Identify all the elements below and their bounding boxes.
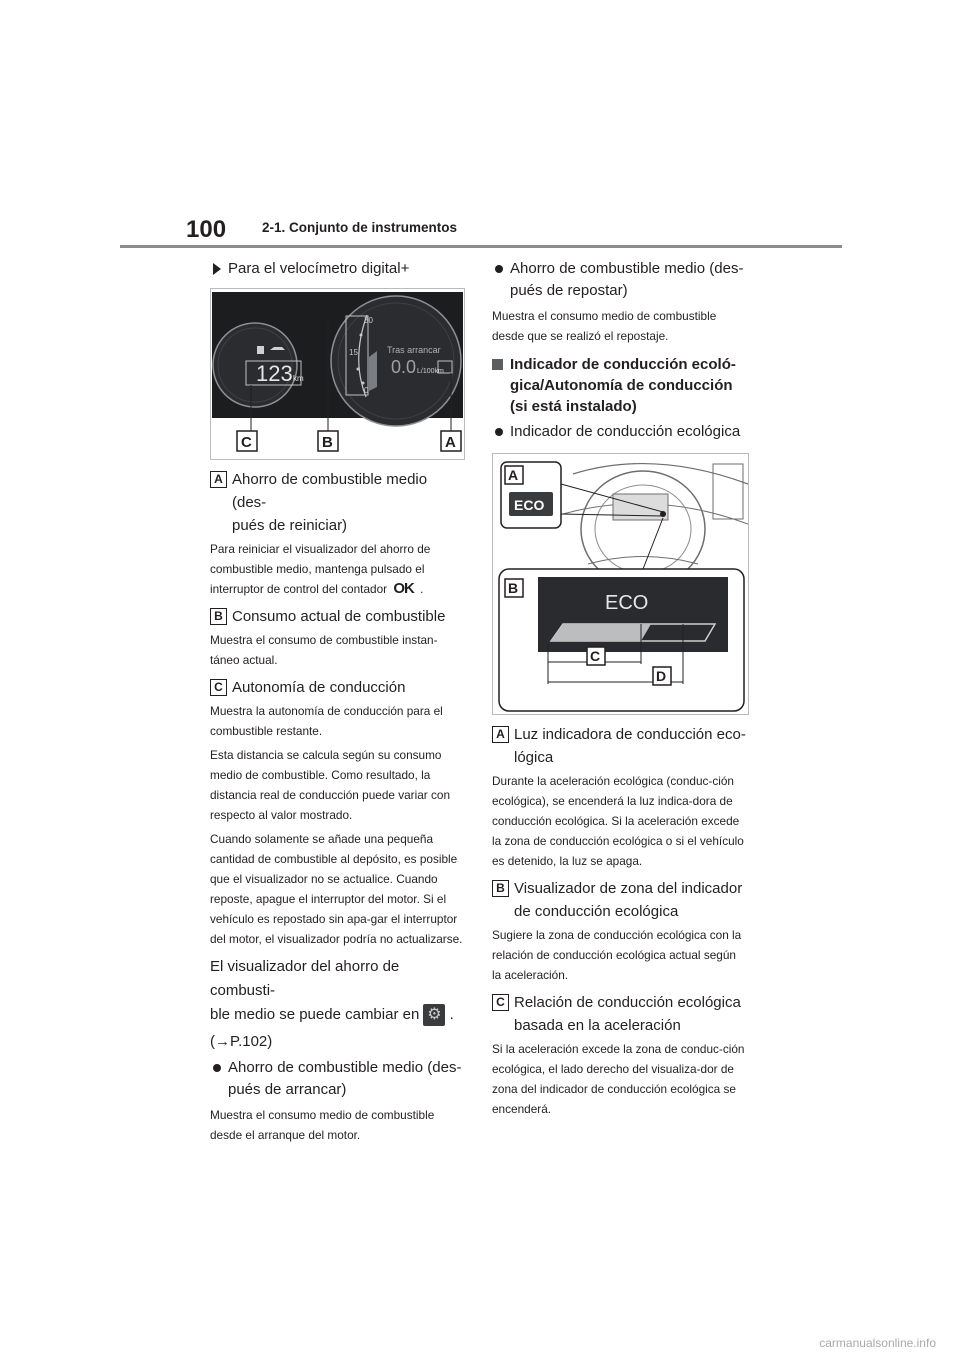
bullet-dot-icon <box>495 428 503 436</box>
item-b-desc: Muestra el consumo de combustible instan-táneo actual. <box>210 633 438 667</box>
instrument-cluster-figure <box>210 288 465 460</box>
bullet-after-start-desc: Muestra el consumo medio de combustible desde el arranque del motor. <box>210 1108 435 1142</box>
scale-mid: 15 <box>349 348 358 357</box>
r-item-a-title: A Luz indicadora de conducción eco- lógica <box>492 723 747 769</box>
fig2-callout-d: D <box>656 668 667 684</box>
bullet-dot-icon <box>213 1064 221 1072</box>
left-column <box>210 254 465 1149</box>
scale-bottom: 0 <box>364 386 369 395</box>
r-item-c-title: C Relación de conducción ecológica basada en la aceleración <box>492 991 747 1037</box>
section-title: 2-1. Conjunto de instrumentos <box>262 220 458 235</box>
eco-subheading: Indicador de conducción ecoló-gica/Autonomía de conducción (si está instalado) <box>492 354 747 417</box>
instrument-cluster-illustration <box>211 289 464 459</box>
label-b: B <box>492 880 509 897</box>
range-value: 123 <box>256 361 293 386</box>
item-c-title: C Autonomía de conducción <box>210 676 465 699</box>
item-c-p2: Esta distancia se calcula según su consumo medio de combustible. Como resultado, la distancia real de conducción puede variar con respecto al valor mostrado. <box>210 748 451 822</box>
after-start-label: Tras arrancar <box>387 345 441 355</box>
callout-c: C <box>241 434 252 451</box>
square-bullet-icon <box>492 359 503 370</box>
fuel-unit: L/100km <box>417 368 444 375</box>
fuel-pump-icon <box>257 346 264 354</box>
eco-indicator-figure <box>492 453 749 715</box>
watermark: carmanualsonline.info <box>819 1336 936 1350</box>
range-unit: km <box>293 374 304 383</box>
fig2-callout-c: C <box>590 648 601 664</box>
label-a: A <box>210 471 227 488</box>
label-c: C <box>210 679 227 696</box>
bullet-refuel: Ahorro de combustible medio (des- pués de repostar) <box>492 258 747 302</box>
eco-display-text: ECO <box>605 592 649 614</box>
bullet-dot-icon <box>495 265 503 273</box>
ok-icon: OK <box>393 580 414 597</box>
fig2-callout-b: B <box>508 580 519 596</box>
r-item-b-desc: Sugiere la zona de conducción ecológica con la relación de conducción ecológica actual según la aceleración. <box>492 928 742 982</box>
fig2-callout-a: A <box>508 467 519 483</box>
item-a-desc: Para reiniciar el visualizador del ahorro de combustible medio, mantenga pulsado el interruptor de control del contador OK . <box>210 542 431 597</box>
r-item-b-title: B Visualizador de zona del indicador de conducción ecológica <box>492 877 747 923</box>
right-column <box>492 254 747 1123</box>
bullet-eco: Indicador de conducción ecológica <box>492 421 747 443</box>
callout-a: A <box>445 434 456 451</box>
r-item-a-desc: Durante la aceleración ecológica (conduc-ción ecológica), se encenderá la luz indica-dora de conducción ecológica. Si la aceleración excede la zona de conducción ecológica o si el vehículo es detenido, la luz se apaga. <box>492 774 744 868</box>
bullet-refuel-desc: Muestra el consumo medio de combustible desde que se realizó el repostaje. <box>492 309 717 343</box>
callout-b: B <box>322 434 333 451</box>
scale-top: 30 <box>364 316 373 325</box>
eco-indicator-illustration <box>493 454 748 714</box>
label-c: C <box>492 994 509 1011</box>
page-reference: (→P.102) <box>210 1033 273 1050</box>
fuel-value: 0.0 <box>391 357 417 377</box>
page-number: 100 <box>186 216 227 243</box>
item-c-p1: Muestra la autonomía de conducción para el combustible restante. <box>210 704 443 738</box>
digital-speedometer-heading: Para el velocímetro digital+ <box>210 258 465 280</box>
bullet-after-start: Ahorro de combustible medio (des- pués de arrancar) <box>210 1057 465 1101</box>
r-item-c-desc: Si la aceleración excede la zona de conduc-ción ecológica, el lado derecho del visualiza-dor de zona del indicador de conducción ecológica se encenderá. <box>492 1042 745 1116</box>
triangle-bullet-icon <box>213 263 221 275</box>
label-a: A <box>492 726 509 743</box>
switch-display-text: El visualizador del ahorro de combusti- ble medio se puede cambiar en ⚙ . <box>210 955 465 1027</box>
item-a-title: A Ahorro de combustible medio (des- pués de reiniciar) <box>210 468 465 537</box>
gear-icon: ⚙ <box>423 1004 445 1026</box>
item-c-p3: Cuando solamente se añade una pequeña cantidad de combustible al depósito, es posible que el visualizador no se actualice. Cuando reposte, apague el interruptor del motor. Si el vehículo es repostado sin apa-gar el interruptor del motor, el visualizador podría no actualizarse. <box>210 832 463 946</box>
header-rule <box>120 245 842 248</box>
item-b-title: B Consumo actual de combustible <box>210 605 465 628</box>
label-b: B <box>210 608 227 625</box>
eco-badge: ECO <box>514 497 545 513</box>
